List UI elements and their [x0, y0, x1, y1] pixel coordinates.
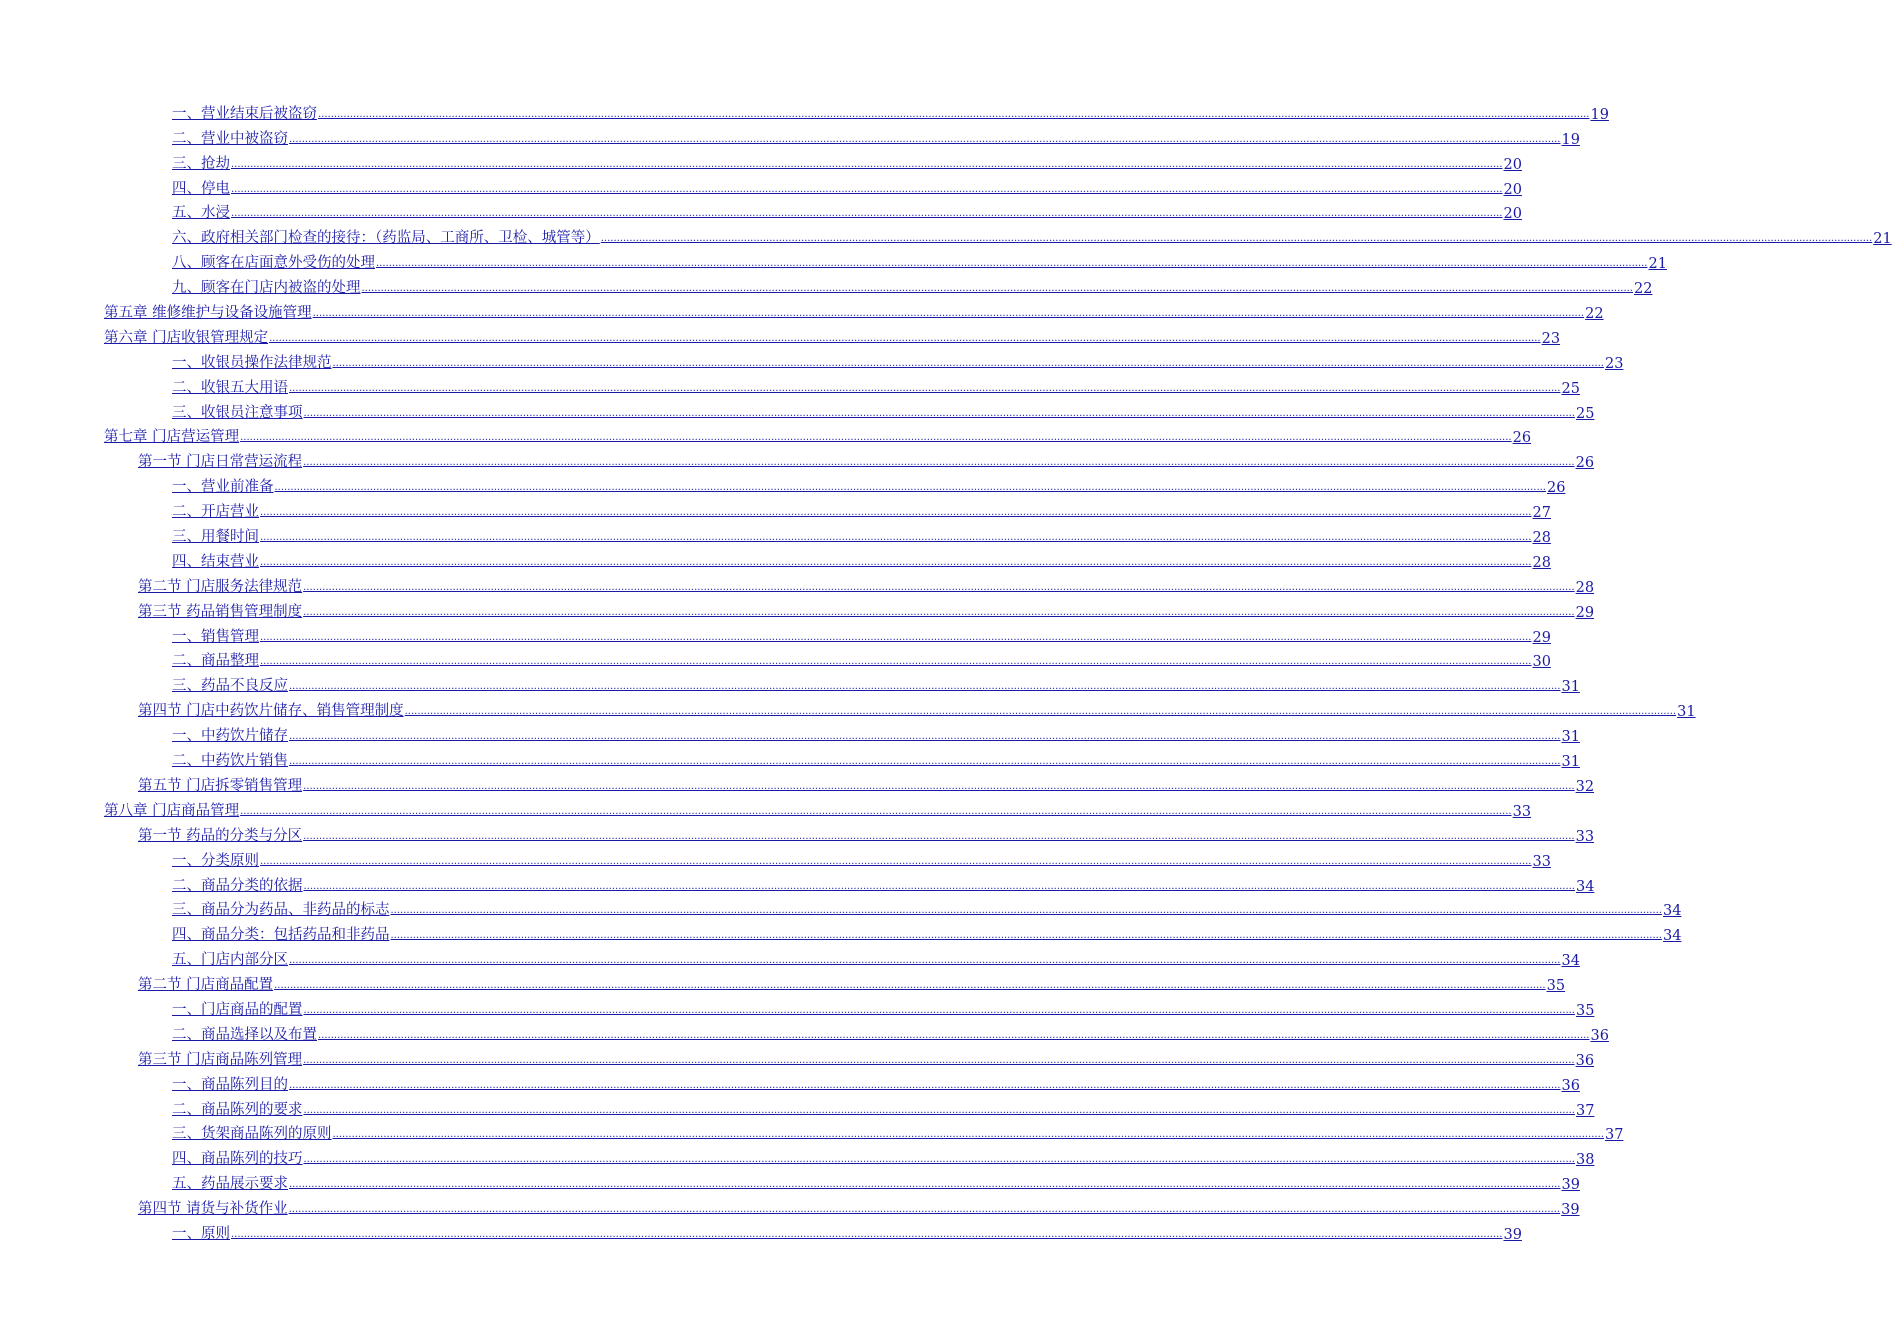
toc-entry-page-number: 33 [1575, 828, 1595, 845]
toc-entry-title: 二、营业中被盗窃 [172, 130, 288, 147]
toc-entry-page-number: 22 [1633, 281, 1653, 298]
toc-entry[interactable] [104, 198, 1522, 223]
toc-dot-leader: ................................................................................................................................................................................................................................................................................................................................................................................................................ [274, 482, 1546, 494]
toc-entry-title: 二、商品分类的依据 [172, 877, 303, 894]
toc-entry-title: 第二节 门店服务法律规范 [138, 578, 303, 595]
toc-entry-page-number: 36 [1575, 1052, 1595, 1069]
toc-dot-leader: ................................................................................................................................................................................................................................................................................................................................................................................................................ [289, 1079, 1561, 1091]
toc-entry-title: 第五节 门店拆零销售管理 [138, 777, 303, 794]
toc-entry[interactable] [104, 1168, 1580, 1194]
toc-entry[interactable] [104, 1094, 1595, 1119]
toc-entry[interactable] [104, 222, 1892, 248]
toc-dot-leader: ................................................................................................................................................................................................................................................................................................................................................................................................................ [318, 108, 1590, 120]
toc-entry-page-number: 35 [1575, 1002, 1595, 1019]
toc-entry-page-number: 35 [1546, 978, 1566, 995]
toc-dot-leader: ................................................................................................................................................................................................................................................................................................................................................................................................................ [260, 855, 1532, 867]
toc-entry-page-number: 29 [1575, 604, 1595, 621]
toc-entry-title: 八、顾客在店面意外受伤的处理 [172, 255, 375, 272]
toc-entry-page-number: 20 [1503, 206, 1522, 223]
toc-dot-leader: ................................................................................................................................................................................................................................................................................................................................................................................................................ [289, 133, 1561, 145]
toc-entry-page-number: 34 [1662, 928, 1682, 945]
toc-dot-leader: ................................................................................................................................................................................................................................................................................................................................................................................................................ [303, 830, 1575, 842]
toc-entry-title: 第四节 门店中药饮片储存、销售管理制度 [138, 703, 404, 720]
toc-dot-leader: ................................................................................................................................................................................................................................................................................................................................................................................................................ [404, 706, 1677, 718]
table-of-contents [104, 98, 1892, 1243]
toc-entry[interactable] [104, 347, 1624, 372]
toc-entry[interactable] [104, 646, 1551, 671]
toc-entry-title: 三、药品不良反应 [172, 678, 288, 695]
toc-entry-page-number: 36 [1590, 1027, 1609, 1044]
toc-entry[interactable] [104, 173, 1522, 198]
toc-entry[interactable] [104, 994, 1595, 1019]
toc-entry-title: 第八章 门店商品管理 [104, 802, 240, 819]
toc-dot-leader: ................................................................................................................................................................................................................................................................................................................................................................................................................ [303, 581, 1575, 593]
toc-entry-page-number: 21 [1873, 231, 1892, 248]
toc-entry-page-number: 23 [1604, 355, 1624, 372]
toc-dot-leader: ................................................................................................................................................................................................................................................................................................................................................................................................................ [231, 208, 1503, 220]
toc-entry[interactable] [104, 521, 1551, 547]
toc-dot-leader: ................................................................................................................................................................................................................................................................................................................................................................................................................ [274, 980, 1546, 992]
toc-dot-leader: ................................................................................................................................................................................................................................................................................................................................................................................................................ [303, 880, 1575, 892]
toc-entry-page-number: 38 [1575, 1152, 1595, 1169]
toc-entry-title: 一、原则 [172, 1225, 230, 1242]
toc-entry-title: 二、收银五大用语 [172, 379, 288, 396]
toc-entry[interactable] [104, 422, 1532, 447]
toc-entry-title: 二、开店营业 [172, 504, 259, 521]
toc-dot-leader: ................................................................................................................................................................................................................................................................................................................................................................................................................ [303, 780, 1575, 792]
toc-dot-leader: ................................................................................................................................................................................................................................................................................................................................................................................................................ [318, 1029, 1590, 1041]
toc-dot-leader: ................................................................................................................................................................................................................................................................................................................................................................................................................ [231, 158, 1503, 170]
toc-entry-page-number: 33 [1512, 803, 1532, 820]
toc-dot-leader: ................................................................................................................................................................................................................................................................................................................................................................................................................ [289, 731, 1561, 743]
toc-entry-page-number: 33 [1532, 853, 1551, 870]
toc-entry[interactable] [104, 397, 1595, 422]
toc-entry-page-number: 28 [1532, 554, 1551, 571]
toc-entry-title: 六、政府相关部门检查的接待：（药监局、工商所、卫检、城管等） [172, 230, 600, 247]
toc-entry-page-number: 26 [1575, 455, 1595, 472]
toc-entry-title: 五、药品展示要求 [172, 1176, 288, 1193]
toc-dot-leader: ................................................................................................................................................................................................................................................................................................................................................................................................................ [260, 656, 1532, 668]
toc-dot-leader: ................................................................................................................................................................................................................................................................................................................................................................................................................ [260, 631, 1532, 643]
toc-entry[interactable] [104, 1044, 1595, 1069]
toc-entry[interactable] [104, 272, 1653, 298]
toc-entry-page-number: 39 [1561, 1202, 1580, 1219]
toc-dot-leader: ................................................................................................................................................................................................................................................................................................................................................................................................................ [260, 532, 1532, 544]
toc-entry-page-number: 26 [1512, 430, 1532, 447]
toc-dot-leader: ................................................................................................................................................................................................................................................................................................................................................................................................................ [260, 507, 1532, 519]
toc-dot-leader: ................................................................................................................................................................................................................................................................................................................................................................................................................ [376, 258, 1648, 270]
toc-dot-leader: ................................................................................................................................................................................................................................................................................................................................................................................................................ [390, 930, 1662, 942]
toc-entry[interactable] [104, 770, 1595, 795]
toc-entry-page-number: 26 [1546, 480, 1566, 497]
toc-entry-page-number: 36 [1561, 1077, 1580, 1094]
toc-entry[interactable] [104, 496, 1551, 522]
toc-entry[interactable] [104, 123, 1580, 148]
toc-entry[interactable] [104, 297, 1604, 323]
toc-entry[interactable] [104, 596, 1595, 621]
toc-entry-page-number: 32 [1575, 778, 1595, 795]
toc-dot-leader: ................................................................................................................................................................................................................................................................................................................................................................................................................ [303, 1154, 1575, 1166]
toc-entry[interactable] [104, 795, 1532, 820]
toc-dot-leader: ................................................................................................................................................................................................................................................................................................................................................................................................................ [289, 681, 1561, 693]
toc-entry-page-number: 39 [1503, 1226, 1522, 1243]
toc-entry-title: 一、中药饮片储存 [172, 728, 288, 745]
toc-dot-leader: ................................................................................................................................................................................................................................................................................................................................................................................................................ [289, 382, 1561, 394]
toc-entry-page-number: 31 [1677, 704, 1696, 721]
toc-entry[interactable] [104, 845, 1551, 870]
toc-entry-page-number: 29 [1532, 629, 1551, 646]
toc-dot-leader: ................................................................................................................................................................................................................................................................................................................................................................................................................ [231, 183, 1503, 195]
toc-entry-page-number: 30 [1532, 654, 1551, 671]
toc-entry[interactable] [104, 820, 1595, 845]
toc-entry[interactable] [104, 670, 1580, 696]
toc-entry-title: 一、门店商品的配置 [172, 1001, 303, 1018]
toc-entry-title: 五、门店内部分区 [172, 952, 288, 969]
toc-entry-title: 一、营业前准备 [172, 479, 274, 496]
toc-entry-title: 第五章 维修维护与设备设施管理 [104, 305, 312, 322]
toc-entry-page-number: 21 [1648, 256, 1667, 273]
toc-entry-page-number: 31 [1561, 729, 1580, 746]
toc-entry[interactable] [104, 571, 1595, 596]
toc-dot-leader: ................................................................................................................................................................................................................................................................................................................................................................................................................ [288, 1204, 1561, 1216]
toc-entry-title: 九、顾客在门店内被盗的处理 [172, 280, 361, 297]
toc-entry-title: 一、商品陈列目的 [172, 1076, 288, 1093]
toc-entry-page-number: 23 [1541, 330, 1561, 347]
toc-dot-leader: ................................................................................................................................................................................................................................................................................................................................................................................................................ [303, 1004, 1575, 1016]
toc-entry-page-number: 20 [1503, 156, 1522, 173]
toc-entry[interactable] [104, 148, 1522, 173]
toc-entry-title: 四、结束营业 [172, 553, 259, 570]
toc-entry-page-number: 20 [1503, 181, 1522, 198]
toc-dot-leader: ................................................................................................................................................................................................................................................................................................................................................................................................................ [303, 606, 1575, 618]
toc-dot-leader: ................................................................................................................................................................................................................................................................................................................................................................................................................ [361, 283, 1633, 295]
toc-dot-leader: ................................................................................................................................................................................................................................................................................................................................................................................................................ [390, 905, 1662, 917]
toc-entry-title: 二、中药饮片销售 [172, 753, 288, 770]
toc-entry[interactable] [104, 745, 1580, 771]
toc-entry-title: 四、商品陈列的技巧 [172, 1151, 303, 1168]
toc-entry[interactable] [104, 1143, 1595, 1169]
toc-entry-title: 五、水浸 [172, 205, 230, 222]
toc-entry-title: 二、商品整理 [172, 653, 259, 670]
toc-entry-page-number: 34 [1575, 878, 1595, 895]
toc-entry-page-number: 37 [1575, 1102, 1595, 1119]
toc-entry-page-number: 28 [1575, 579, 1595, 596]
toc-entry-page-number: 37 [1604, 1127, 1624, 1144]
toc-entry-page-number: 31 [1561, 754, 1580, 771]
toc-entry-page-number: 34 [1561, 953, 1580, 970]
toc-entry-title: 三、商品分为药品、非药品的标志 [172, 902, 390, 919]
toc-entry[interactable] [104, 895, 1682, 920]
toc-entry[interactable] [104, 720, 1580, 746]
toc-entry-page-number: 28 [1532, 530, 1551, 547]
toc-entry-page-number: 27 [1532, 505, 1551, 522]
toc-entry[interactable] [104, 247, 1667, 273]
toc-dot-leader: ................................................................................................................................................................................................................................................................................................................................................................................................................ [240, 432, 1512, 444]
toc-entry[interactable] [104, 98, 1609, 123]
toc-entry-title: 四、停电 [172, 180, 230, 197]
toc-entry-title: 第三节 药品销售管理制度 [138, 603, 303, 620]
toc-entry[interactable] [104, 919, 1682, 945]
toc-entry-title: 第一节 药品的分类与分区 [138, 827, 303, 844]
toc-entry-title: 第四节 请货与补货作业 [138, 1201, 288, 1218]
toc-entry[interactable] [104, 1193, 1580, 1219]
toc-entry[interactable] [104, 969, 1566, 995]
toc-entry[interactable] [104, 446, 1595, 472]
toc-entry[interactable] [104, 1119, 1624, 1144]
toc-dot-leader: ................................................................................................................................................................................................................................................................................................................................................................................................................ [269, 332, 1541, 344]
toc-entry[interactable] [104, 1218, 1522, 1243]
toc-dot-leader: ................................................................................................................................................................................................................................................................................................................................................................................................................ [600, 233, 1873, 245]
toc-dot-leader: ................................................................................................................................................................................................................................................................................................................................................................................................................ [332, 1129, 1604, 1141]
toc-entry[interactable] [104, 1069, 1580, 1094]
toc-entry-title: 第三节 门店商品陈列管理 [138, 1051, 303, 1068]
toc-entry-page-number: 19 [1590, 106, 1609, 123]
toc-entry-title: 三、抢劫 [172, 155, 230, 172]
toc-entry-title: 一、收银员操作法律规范 [172, 354, 332, 371]
toc-entry-page-number: 34 [1662, 903, 1682, 920]
toc-entry-page-number: 25 [1561, 380, 1580, 397]
toc-dot-leader: ................................................................................................................................................................................................................................................................................................................................................................................................................ [312, 308, 1585, 320]
toc-dot-leader: ................................................................................................................................................................................................................................................................................................................................................................................................................ [289, 955, 1561, 967]
toc-dot-leader: ................................................................................................................................................................................................................................................................................................................................................................................................................ [289, 756, 1561, 768]
toc-entry[interactable] [104, 944, 1580, 970]
toc-entry-title: 第七章 门店营运管理 [104, 429, 240, 446]
toc-entry[interactable] [104, 546, 1551, 571]
toc-entry[interactable] [104, 621, 1551, 646]
toc-entry-title: 第一节 门店日常营运流程 [138, 454, 303, 471]
toc-entry[interactable] [104, 695, 1696, 721]
toc-entry-title: 一、营业结束后被盗窃 [172, 105, 317, 122]
toc-entry-title: 第二节 门店商品配置 [138, 977, 274, 994]
toc-entry-page-number: 25 [1575, 405, 1595, 422]
toc-entry-title: 三、用餐时间 [172, 529, 259, 546]
toc-entry[interactable] [104, 372, 1580, 397]
toc-dot-leader: ................................................................................................................................................................................................................................................................................................................................................................................................................ [289, 1179, 1561, 1191]
toc-entry[interactable] [104, 471, 1566, 497]
toc-dot-leader: ................................................................................................................................................................................................................................................................................................................................................................................................................ [303, 1054, 1575, 1066]
toc-dot-leader: ................................................................................................................................................................................................................................................................................................................................................................................................................ [303, 407, 1575, 419]
toc-entry-page-number: 22 [1585, 306, 1604, 323]
toc-entry-title: 三、货架商品陈列的原则 [172, 1126, 332, 1143]
toc-entry[interactable] [104, 322, 1561, 347]
toc-entry-title: 一、销售管理 [172, 628, 259, 645]
toc-entry-title: 二、商品选择以及布置 [172, 1026, 317, 1043]
toc-entry-page-number: 19 [1561, 131, 1580, 148]
toc-dot-leader: ................................................................................................................................................................................................................................................................................................................................................................................................................ [303, 1104, 1575, 1116]
toc-dot-leader: ................................................................................................................................................................................................................................................................................................................................................................................................................ [240, 805, 1512, 817]
toc-dot-leader: ................................................................................................................................................................................................................................................................................................................................................................................................................ [260, 556, 1532, 568]
toc-entry-title: 第六章 门店收银管理规定 [104, 329, 269, 346]
toc-entry-title: 四、商品分类：包括药品和非药品 [172, 927, 390, 944]
toc-entry-title: 一、分类原则 [172, 852, 259, 869]
toc-entry-page-number: 39 [1561, 1177, 1580, 1194]
toc-entry-title: 三、收银员注意事项 [172, 404, 303, 421]
toc-dot-leader: ................................................................................................................................................................................................................................................................................................................................................................................................................ [332, 357, 1604, 369]
toc-entry[interactable] [104, 870, 1595, 895]
toc-entry-title: 二、商品陈列的要求 [172, 1101, 303, 1118]
toc-entry[interactable] [104, 1019, 1609, 1044]
toc-dot-leader: ................................................................................................................................................................................................................................................................................................................................................................................................................ [231, 1228, 1503, 1240]
toc-dot-leader: ................................................................................................................................................................................................................................................................................................................................................................................................................ [303, 457, 1575, 469]
toc-entry-page-number: 31 [1561, 679, 1580, 696]
